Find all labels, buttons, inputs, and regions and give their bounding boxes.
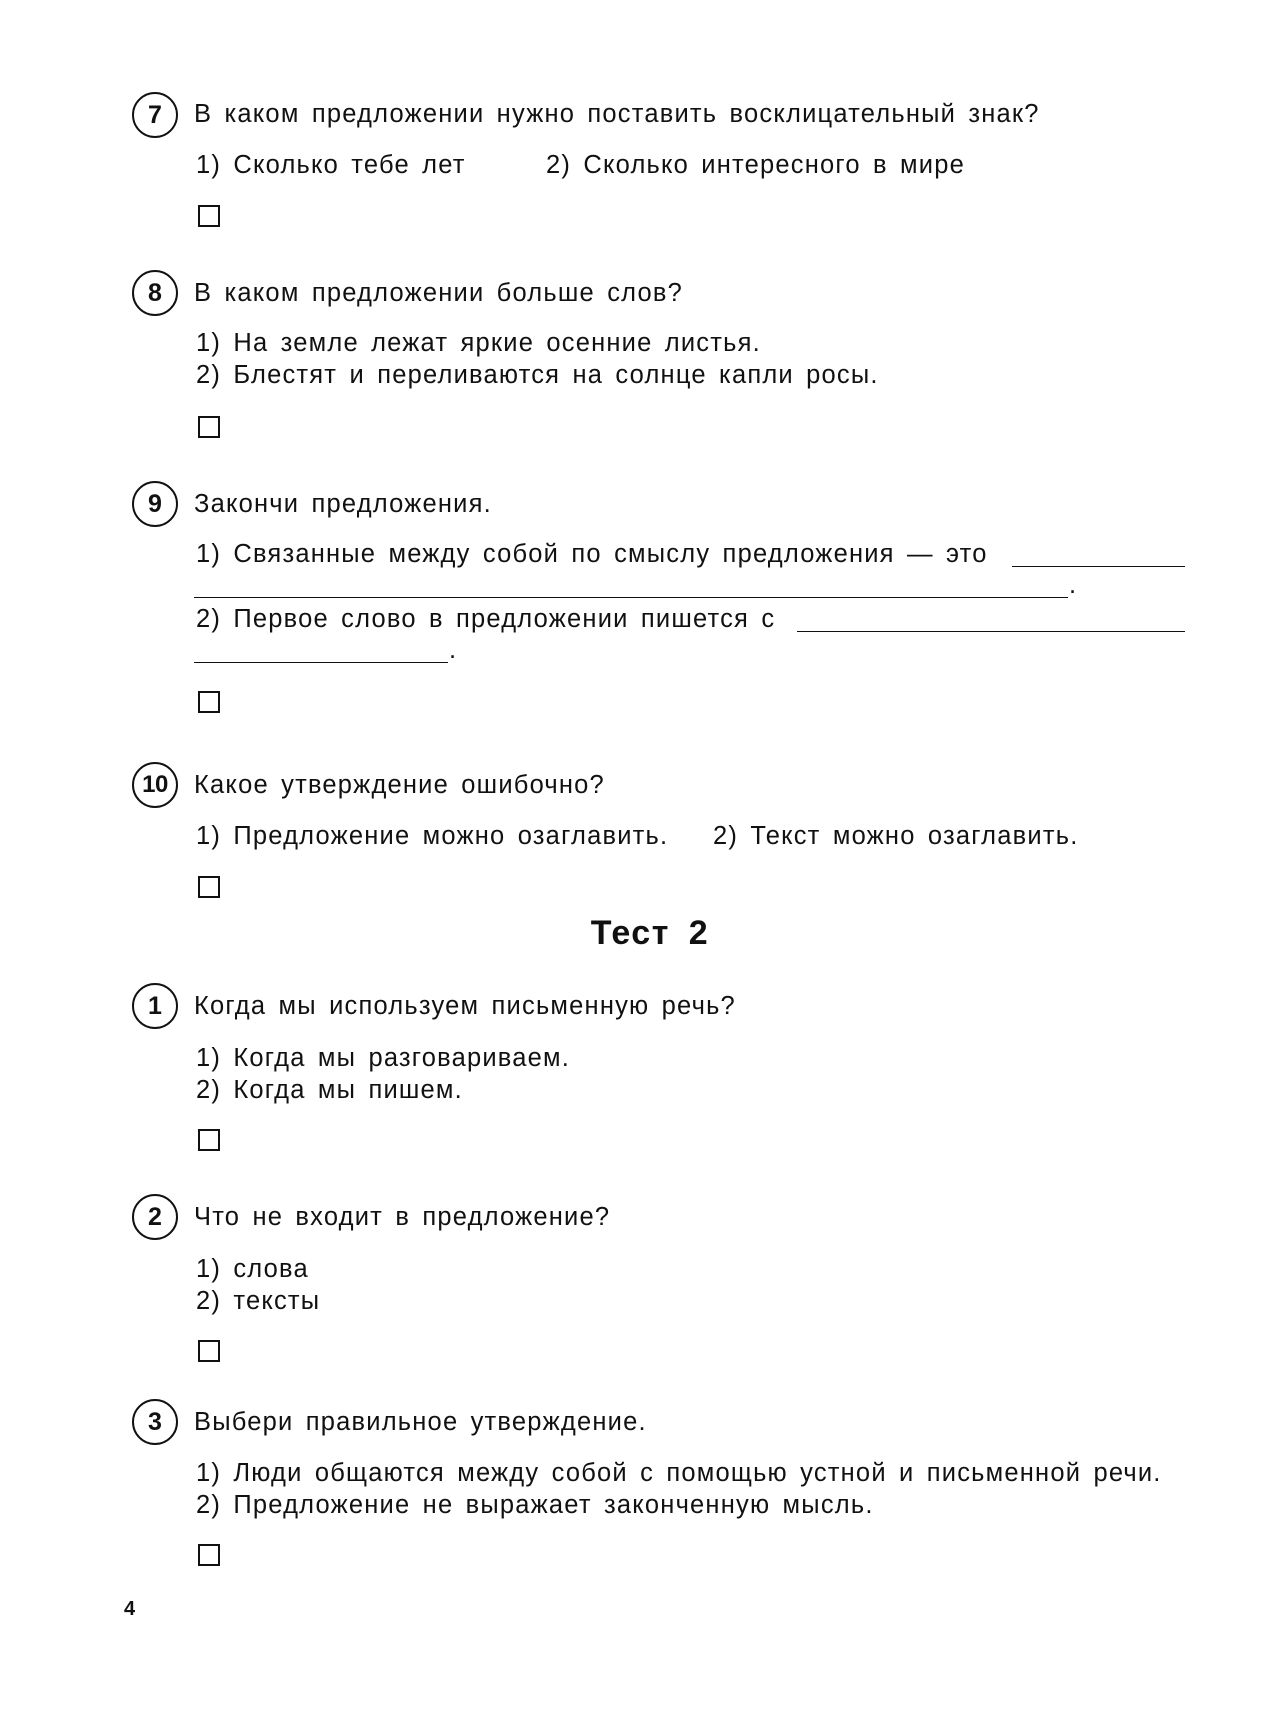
answer-box-t2q1[interactable] (198, 1129, 220, 1151)
question-8-option-2: 2) Блестят и переливаются на солнце капли росы. (196, 361, 879, 389)
question-number-8 (132, 270, 178, 316)
question-number-label: 9 (148, 489, 162, 518)
answer-box-q10[interactable] (198, 876, 220, 898)
test2-question-3-text: Выбери правильное утверждение. (194, 1408, 647, 1436)
test2-question-number-2 (132, 1194, 178, 1240)
answer-box-t2q2[interactable] (198, 1340, 220, 1362)
question-number-label: 10 (142, 771, 168, 798)
question-7-text: В каком предложении нужно поставить восклицательный знак? (194, 100, 1040, 128)
sentence-end-period: . (1069, 571, 1078, 599)
question-number-9 (132, 481, 178, 527)
question-10-option-1: 1) Предложение можно озаглавить. (196, 822, 669, 850)
sentence-end-period: . (449, 636, 458, 664)
question-number-label: 7 (148, 100, 162, 129)
fill-in-line[interactable] (194, 662, 448, 663)
question-9-option-1: 1) Связанные между собой по смыслу предложения — это (196, 540, 988, 568)
question-9-option-2: 2) Первое слово в предложении пишется с (196, 605, 776, 633)
question-8-text: В каком предложении больше слов? (194, 279, 684, 307)
answer-box-q7[interactable] (198, 205, 220, 227)
question-10-option-2: 2) Текст можно озаглавить. (713, 822, 1079, 850)
question-number-label: 3 (148, 1407, 162, 1436)
question-7-option-2: 2) Сколько интересного в мире (546, 151, 965, 179)
test2-question-2-option-2: 2) тексты (196, 1287, 321, 1315)
test2-question-number-1 (132, 983, 178, 1029)
question-7-option-1: 1) Сколько тебе лет (196, 151, 466, 179)
test2-question-number-3 (132, 1399, 178, 1445)
answer-box-q9[interactable] (198, 691, 220, 713)
test2-question-3-option-2: 2) Предложение не выражает законченную мысль. (196, 1491, 874, 1519)
section-title: Тест 2 (590, 914, 710, 952)
question-number-7 (132, 92, 178, 138)
fill-in-line[interactable] (1012, 566, 1185, 567)
test2-question-1-option-1: 1) Когда мы разговариваем. (196, 1044, 571, 1072)
fill-in-line[interactable] (797, 631, 1185, 632)
question-9-text: Закончи предложения. (194, 490, 492, 518)
question-8-option-1: 1) На земле лежат яркие осенние листья. (196, 329, 761, 357)
answer-box-t2q3[interactable] (198, 1544, 220, 1566)
question-number-label: 8 (148, 278, 162, 307)
question-number-label: 1 (148, 991, 162, 1020)
page-number: 4 (124, 1598, 136, 1620)
answer-box-q8[interactable] (198, 416, 220, 438)
test2-question-3-option-1: 1) Люди общаются между собой с помощью устной и письменной речи. (196, 1459, 1162, 1487)
question-10-text: Какое утверждение ошибочно? (194, 771, 605, 799)
test2-question-2-text: Что не входит в предложение? (194, 1203, 611, 1231)
question-number-10 (132, 762, 178, 808)
test2-question-2-option-1: 1) слова (196, 1255, 309, 1283)
question-number-label: 2 (148, 1202, 162, 1231)
test2-question-1-text: Когда мы используем письменную речь? (194, 992, 736, 1020)
fill-in-line[interactable] (194, 597, 1068, 598)
test2-question-1-option-2: 2) Когда мы пишем. (196, 1076, 463, 1104)
